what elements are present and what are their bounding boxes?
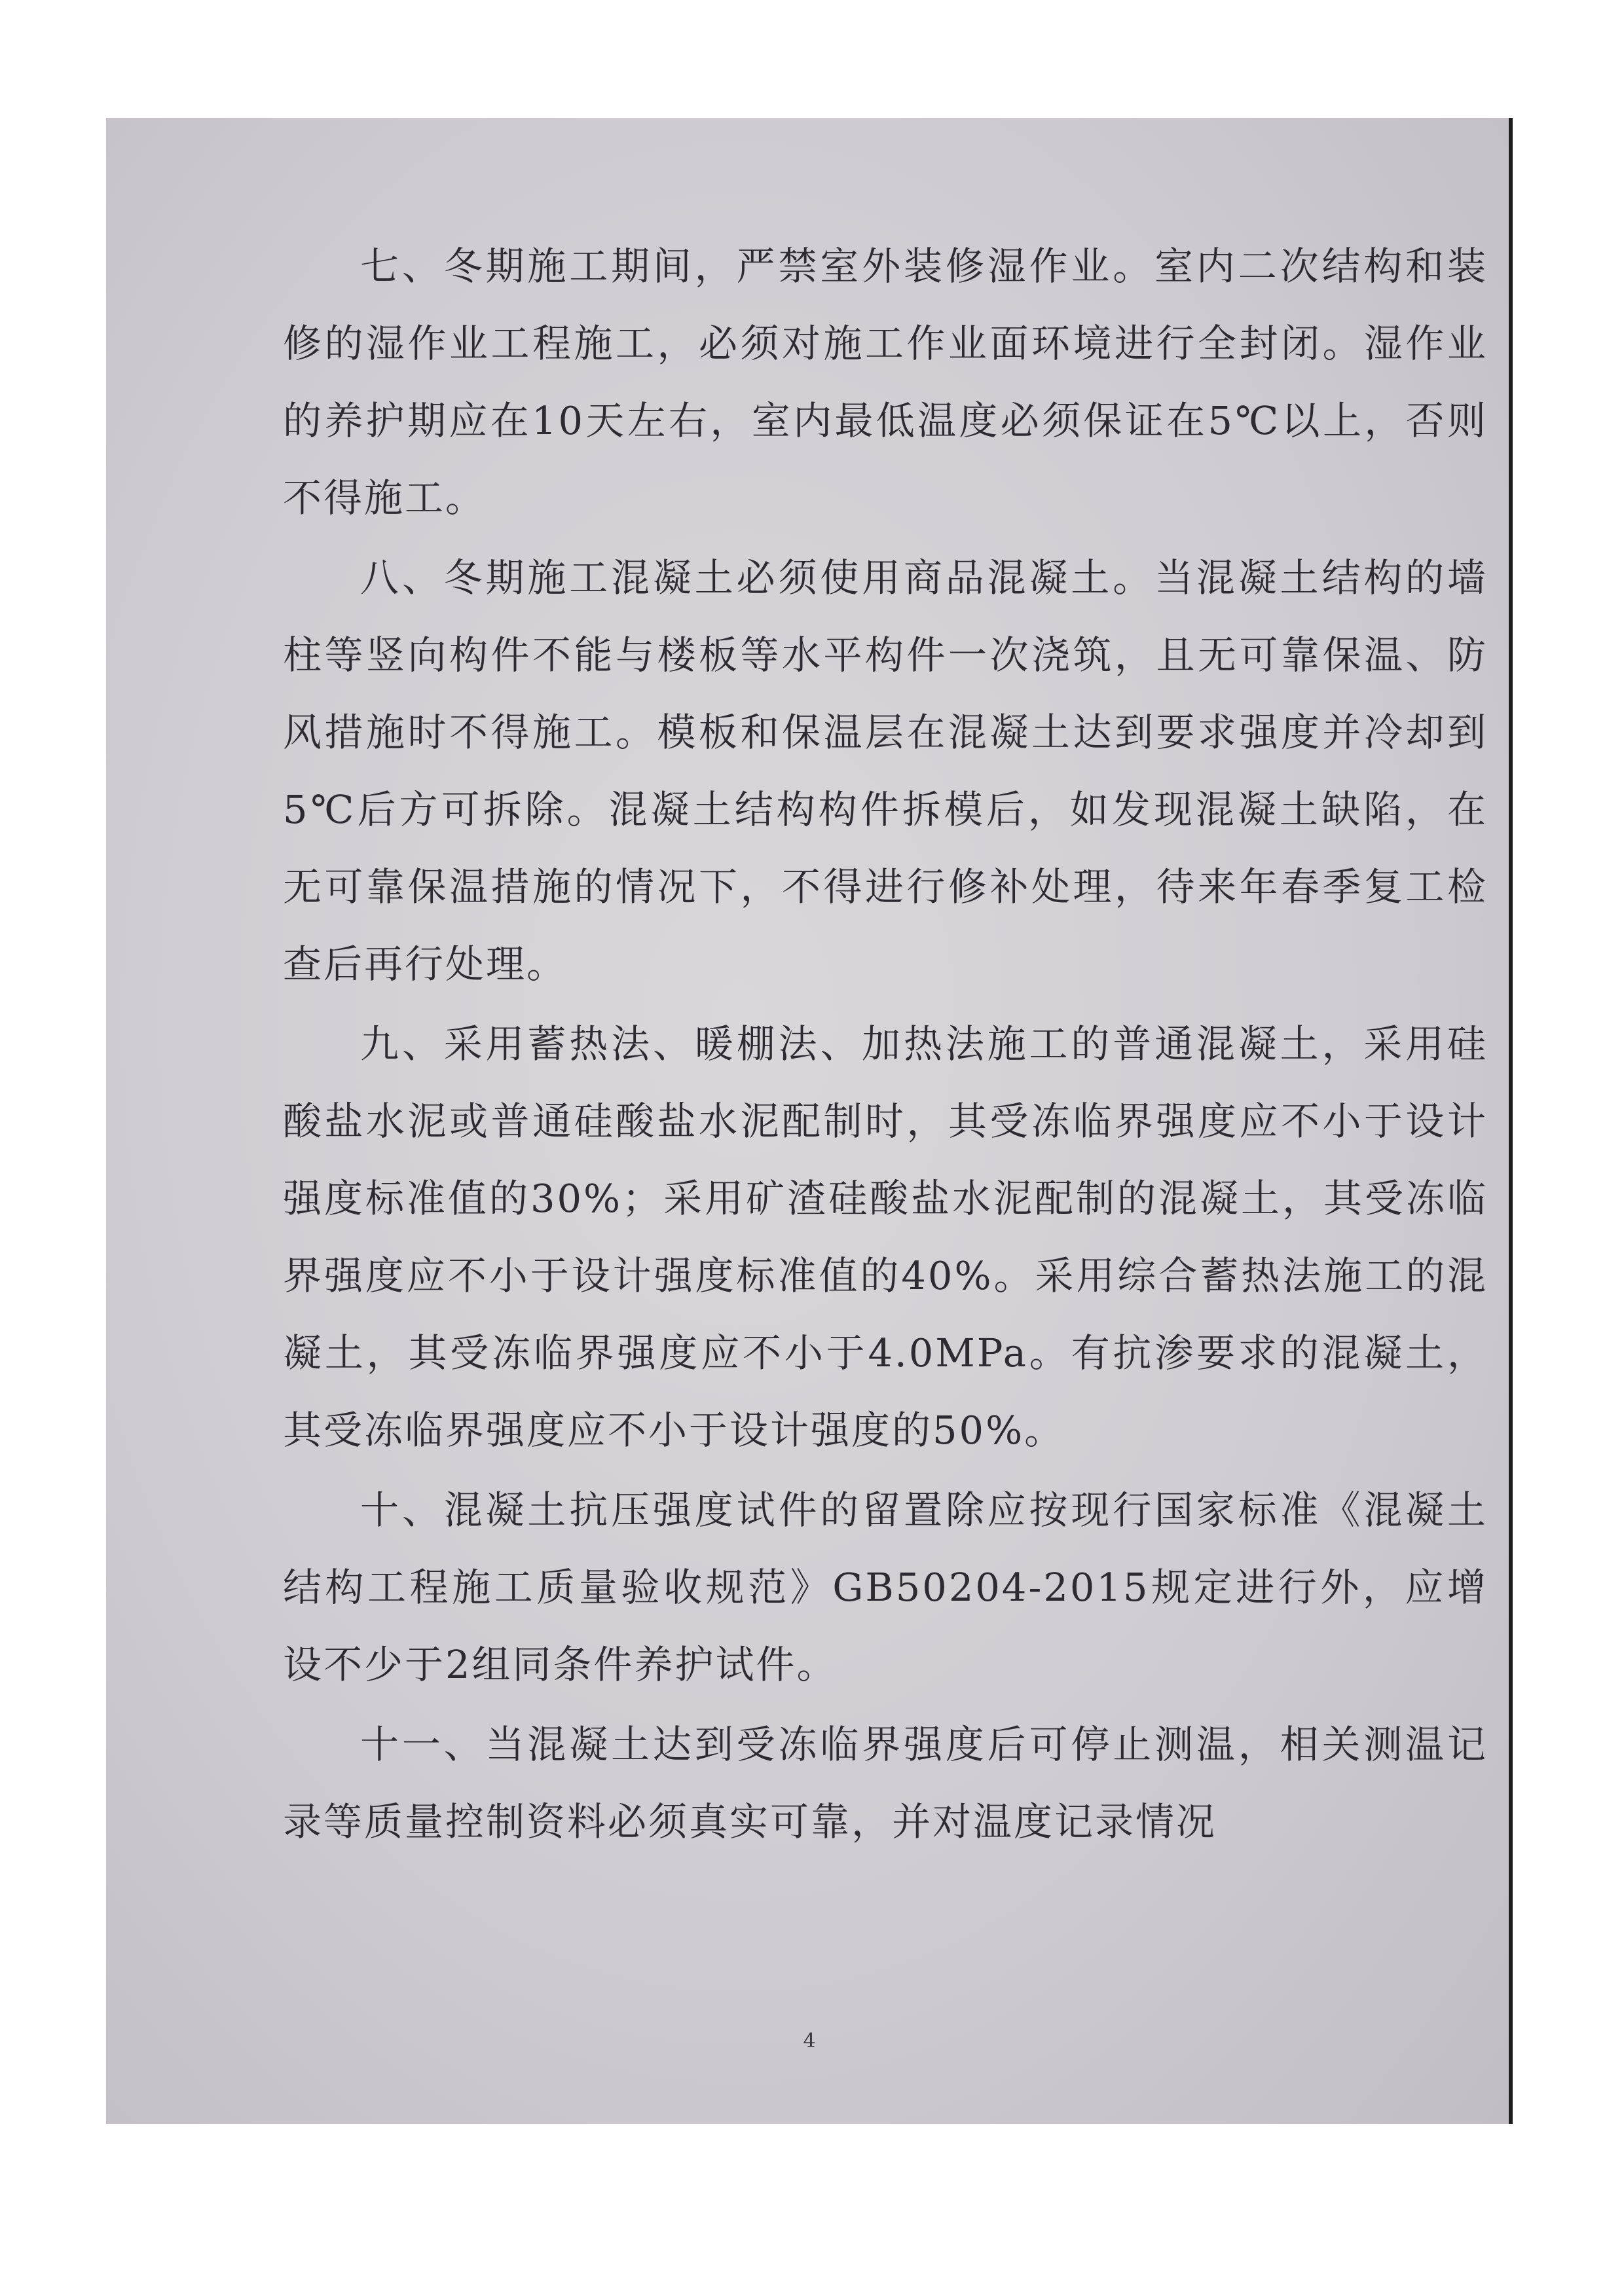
paragraph-eleven: 十一、当混凝土达到受冻临界强度后可停止测温，相关测温记录等质量控制资料必须真实可靠，并对温度记录情况 — [283, 1722, 1488, 1844]
page-number: 4 — [803, 2030, 816, 2052]
document-body — [283, 228, 1488, 1861]
document-photo — [106, 118, 1513, 2124]
paragraph-eight: 八、冬期施工混凝土必须使用商品混凝土。当混凝土结构的墙柱等竖向构件不能与楼板等水平构件一次浇筑，且无可靠保温、防风措施时不得施工。模板和保温层在混凝土达到要求强度并冷却到5℃后方可拆除。混凝土结构构件拆模后，如发现混凝土缺陷，在无可靠保温措施的情况下，不得进行修补处理，待来年春季复工检查后再行处理。 — [283, 555, 1488, 987]
paragraph-seven: 七、冬期施工期间，严禁室外装修湿作业。室内二次结构和装修的湿作业工程施工，必须对施工作业面环境进行全封闭。湿作业的养护期应在10天左右，室内最低温度必须保证在5℃以上，否则不得施工。 — [283, 244, 1488, 520]
paragraph-nine: 九、采用蓄热法、暖棚法、加热法施工的普通混凝土，采用硅酸盐水泥或普通硅酸盐水泥配制时，其受冻临界强度应不小于设计强度标准值的30%；采用矿渣硅酸盐水泥配制的混凝土，其受冻临界强度应不小于设计强度标准值的40%。采用综合蓄热法施工的混凝土，其受冻临界强度应不小于4.0MPa。有抗渗要求的混凝土，其受冻临界强度应不小于设计强度的50%。 — [283, 1021, 1488, 1453]
photo-edge-strip — [1509, 118, 1513, 2124]
paragraph-ten: 十、混凝土抗压强度试件的留置除应按现行国家标准《混凝土结构工程施工质量验收规范》GB50204-2015规定进行外，应增设不少于2组同条件养护试件。 — [283, 1487, 1488, 1687]
